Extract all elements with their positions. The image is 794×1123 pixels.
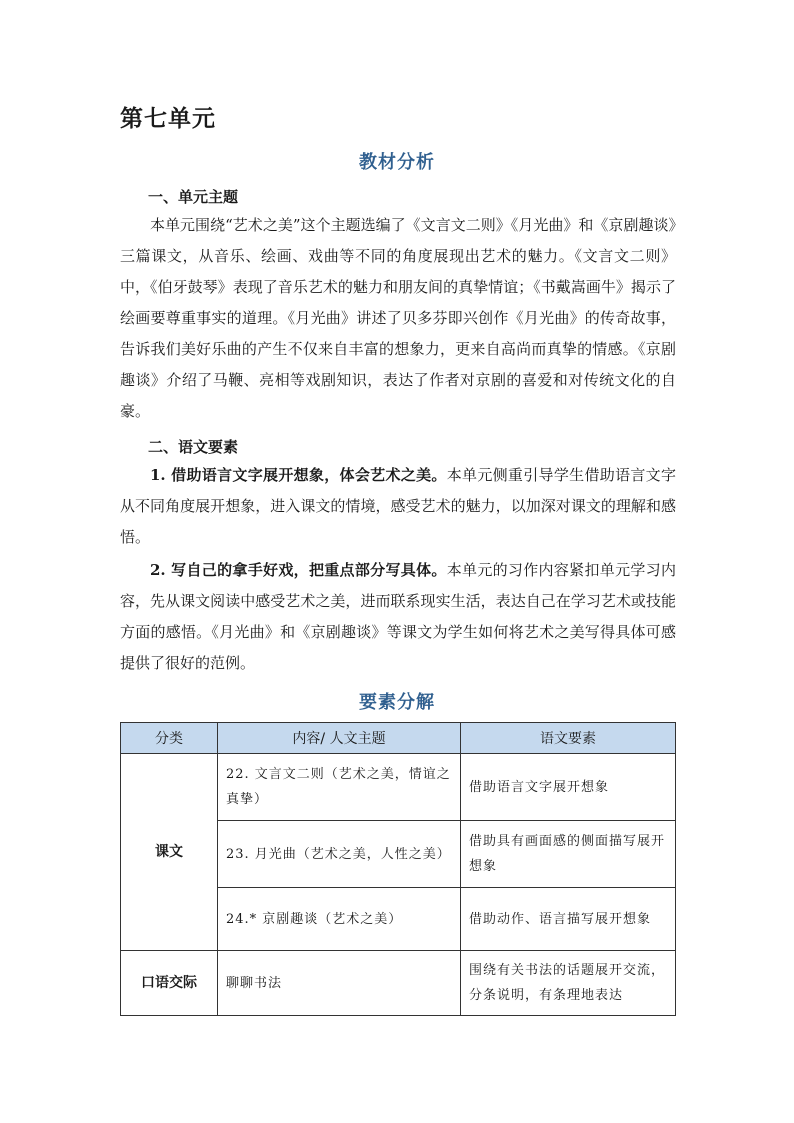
element-cell: 借助语言文字展开想象	[461, 754, 676, 821]
header-element: 语文要素	[461, 723, 676, 754]
element-1-lead: 1. 借助语言文字展开想象，体会艺术之美。	[150, 466, 447, 484]
section-title-analysis: 教材分析	[359, 152, 435, 173]
element-2-body: 本单元的习作内容紧扣单元学习内容，先从课文阅读中感受艺术之美，进而联系现实生活，表达自己在学习艺术或技能方面的感悟。《月光曲》和《京剧趣谈》等课文为学生如何将艺术之美写得具体可感提供了很好的范例。	[120, 561, 676, 672]
element-cell: 借助具有画面感的侧面描写展开想象	[461, 821, 676, 888]
category-cell: 课文	[121, 754, 218, 951]
element-cell: 借助动作、语言描写展开想象	[461, 888, 676, 951]
header-category: 分类	[121, 723, 218, 754]
element-2-lead: 2. 写自己的拿手好戏，把重点部分写具体。	[150, 561, 447, 579]
content-cell: 22. 文言文二则（艺术之美，情谊之真挚）	[218, 754, 461, 821]
content-cell: 聊聊书法	[218, 951, 461, 1016]
heading-language-elements: 二、语文要素	[148, 438, 239, 456]
heading-unit-theme: 一、单元主题	[148, 188, 239, 206]
elements-table	[120, 722, 676, 1016]
table-row	[121, 754, 676, 821]
header-content: 内容/ 人文主题	[218, 723, 461, 754]
content-cell: 23. 月光曲（艺术之美，人性之美）	[218, 821, 461, 888]
category-cell: 口语交际	[121, 951, 218, 1016]
table-row	[121, 951, 676, 1016]
content-cell: 24.* 京剧趣谈（艺术之美）	[218, 888, 461, 951]
paragraph-element-2	[120, 555, 676, 679]
table-header-row	[121, 723, 676, 754]
element-1-body: 本单元侧重引导学生借助语言文字从不同角度展开想象，进入课文的情境，感受艺术的魅力，以加深对课文的理解和感悟。	[120, 466, 676, 546]
element-cell: 围绕有关书法的话题展开交流，分条说明，有条理地表达	[461, 951, 676, 1016]
paragraph-unit-theme: 本单元围绕“艺术之美”这个主题选编了《文言文二则》《月光曲》和《京剧趣谈》三篇课文，从音乐、绘画、戏曲等不同的角度展现出艺术的魅力。《文言文二则》中，《伯牙鼓琴》表现了音乐艺术的魅力和朋友间的真挚情谊；《书戴嵩画牛》揭示了绘画要尊重事实的道理。《月光曲》讲述了贝多芬即兴创作《月光曲》的传奇故事，告诉我们美好乐曲的产生不仅来自丰富的想象力，更来自高尚而真挚的情感。《京剧趣谈》介绍了马鞭、亮相等戏剧知识，表达了作者对京剧的喜爱和对传统文化的自豪。	[120, 216, 676, 420]
section-title-breakdown: 要素分解	[359, 692, 435, 713]
unit-title: 第七单元	[120, 105, 216, 132]
paragraph-element-1	[120, 460, 676, 553]
